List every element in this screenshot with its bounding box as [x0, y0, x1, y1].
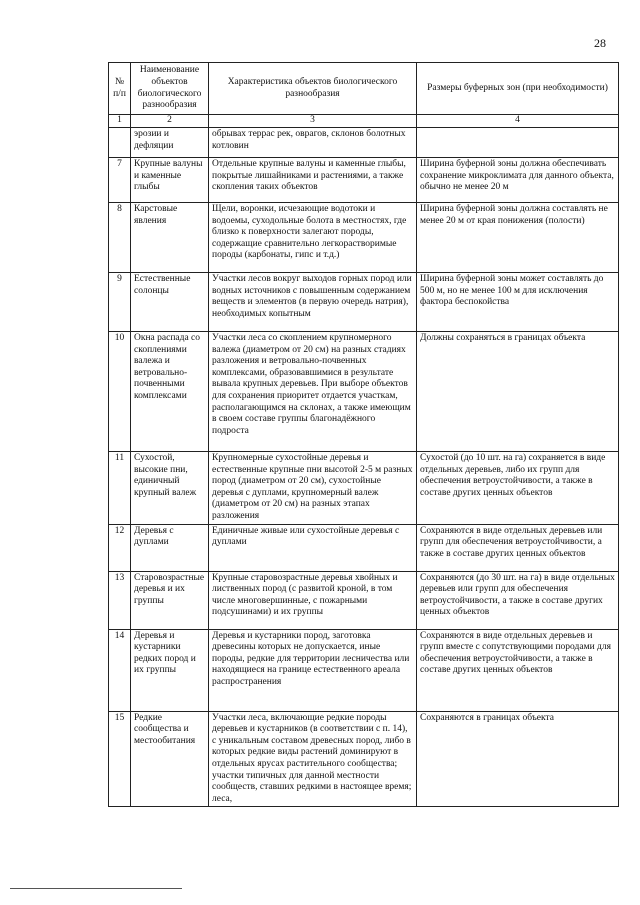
object-name: Крупные валуны и каменные глыбы	[131, 158, 209, 203]
header-number: № п/п	[109, 63, 131, 115]
table-body	[109, 115, 619, 807]
row-number	[109, 128, 131, 158]
object-name: эрозии и дефляции	[131, 128, 209, 158]
column-number: 4	[417, 115, 619, 128]
object-name: Старовозрастные деревья и их группы	[131, 571, 209, 629]
buffer-zone-size	[417, 128, 619, 158]
object-name: Карстовые явления	[131, 203, 209, 273]
buffer-zone-size: Сохраняются в виде отдельных деревьев и групп вместе с сопутствующими породами для обеспечения ветроустойчивости, а также в составе других ценных объектов	[417, 629, 619, 711]
row-number: 10	[109, 332, 131, 452]
header-characteristics: Характеристика объектов биологического разнообразия	[209, 63, 417, 115]
buffer-zone-size: Сухостой (до 10 шт. на га) сохраняется в виде отдельных деревьев, либо их групп для обеспечения ветроустойчивости, а также в составе других ценных объектов	[417, 452, 619, 525]
row-number: 11	[109, 452, 131, 525]
biodiversity-table	[108, 62, 619, 807]
row-number: 13	[109, 571, 131, 629]
column-numbers-row	[109, 115, 619, 128]
table-row	[109, 273, 619, 332]
object-characteristics: Единичные живые или сухостойные деревья с дуплами	[209, 524, 417, 571]
buffer-zone-size: Сохраняются в границах объекта	[417, 711, 619, 807]
object-name: Редкие сообщества и местообитания	[131, 711, 209, 807]
object-characteristics: Участки лесов вокруг выходов горных пород или водных источников с повышенным содержанием веществ и элементов (в первую очередь натрия), необходимых копытным	[209, 273, 417, 332]
object-characteristics: Отдельные крупные валуны и каменные глыбы, покрытые лишайниками и растениями, а также скопления таких объектов	[209, 158, 417, 203]
object-name: Сухостой, высокие пни, единичный крупный валеж	[131, 452, 209, 525]
footer-rule	[10, 888, 182, 889]
table-row	[109, 158, 619, 203]
buffer-zone-size: Ширина буферной зоны должна составлять не менее 20 м от края понижения (полости)	[417, 203, 619, 273]
table-row	[109, 524, 619, 571]
header-buffer-size: Размеры буферных зон (при необходимости)	[417, 63, 619, 115]
table-row	[109, 452, 619, 525]
buffer-zone-size: Ширина буферной зоны должна обеспечивать сохранение микроклимата для данного объекта, обычно не менее 20 м	[417, 158, 619, 203]
table-row	[109, 128, 619, 158]
object-characteristics: Крупномерные сухостойные деревья и естественные крупные пни высотой 2-5 м разных пород (диаметром от 20 см), сухостойные деревья с дуплами, крупномерный валеж (диаметром от 20 см) на разных этапах разложения	[209, 452, 417, 525]
table-row	[109, 203, 619, 273]
column-number: 3	[209, 115, 417, 128]
object-name: Деревья с дуплами	[131, 524, 209, 571]
row-number: 9	[109, 273, 131, 332]
object-name: Естественные солонцы	[131, 273, 209, 332]
buffer-zone-size: Должны сохраняться в границах объекта	[417, 332, 619, 452]
row-number: 14	[109, 629, 131, 711]
page-number: 28	[594, 36, 606, 50]
column-number: 1	[109, 115, 131, 128]
object-characteristics: обрывах террас рек, оврагов, склонов болотных котловин	[209, 128, 417, 158]
column-number: 2	[131, 115, 209, 128]
table-row	[109, 629, 619, 711]
object-characteristics: Участки леса со скоплением крупномерного валежа (диаметром от 20 см) на разных стадиях разложения и ветровально-почвенных комплексами, образовавшимися в результате вывала крупных деревьев. При выборе объектов для сохранения приоритет отдается участкам, располагающимся на склонах, а также имеющим в своем составе группы благонадёжного подроста	[209, 332, 417, 452]
table-row	[109, 571, 619, 629]
table-row	[109, 711, 619, 807]
object-characteristics: Участки леса, включающие редкие породы деревьев и кустарников (в соответствии с п. 14), с уникальным составом древесных пород, либо в которых редкие виды растений доминируют в отдельных ярусах растительного сообщества; участки типичных для данной местности сообществ, ставших редкими в настоящее время; леса,	[209, 711, 417, 807]
object-name: Деревья и кустарники редких пород и их группы	[131, 629, 209, 711]
table-header-row	[109, 63, 619, 115]
object-characteristics: Крупные старовозрастные деревья хвойных и лиственных пород (с развитой кроной, в том числе многовершинные, с пожарными подсушинами) и их группы	[209, 571, 417, 629]
row-number: 8	[109, 203, 131, 273]
object-name: Окна распада со скоплениями валежа и ветровально-почвенными комплексами	[131, 332, 209, 452]
header-object-name: Наименование объектов биологического разнообразия	[131, 63, 209, 115]
table-row	[109, 332, 619, 452]
object-characteristics: Деревья и кустарники пород, заготовка древесины которых не допускается, иные породы, редкие для территории лесничества или находящиеся на границе естественного ареала распространения	[209, 629, 417, 711]
row-number: 15	[109, 711, 131, 807]
row-number: 12	[109, 524, 131, 571]
buffer-zone-size: Ширина буферной зоны может составлять до 500 м, но не менее 100 м для исключения фактора беспокойства	[417, 273, 619, 332]
row-number: 7	[109, 158, 131, 203]
object-characteristics: Щели, воронки, исчезающие водотоки и водоемы, суходольные болота в местностях, где близко к поверхности залегают породы, содержащие сравнительно легкорастворимые породы (карбонаты, гипс и т.д.)	[209, 203, 417, 273]
buffer-zone-size: Сохраняются (до 30 шт. на га) в виде отдельных деревьев или групп для обеспечения ветроустойчивости, а также в составе других ценных объектов	[417, 571, 619, 629]
buffer-zone-size: Сохраняются в виде отдельных деревьев или групп для обеспечения ветроустойчивости, а также в составе других ценных объектов	[417, 524, 619, 571]
